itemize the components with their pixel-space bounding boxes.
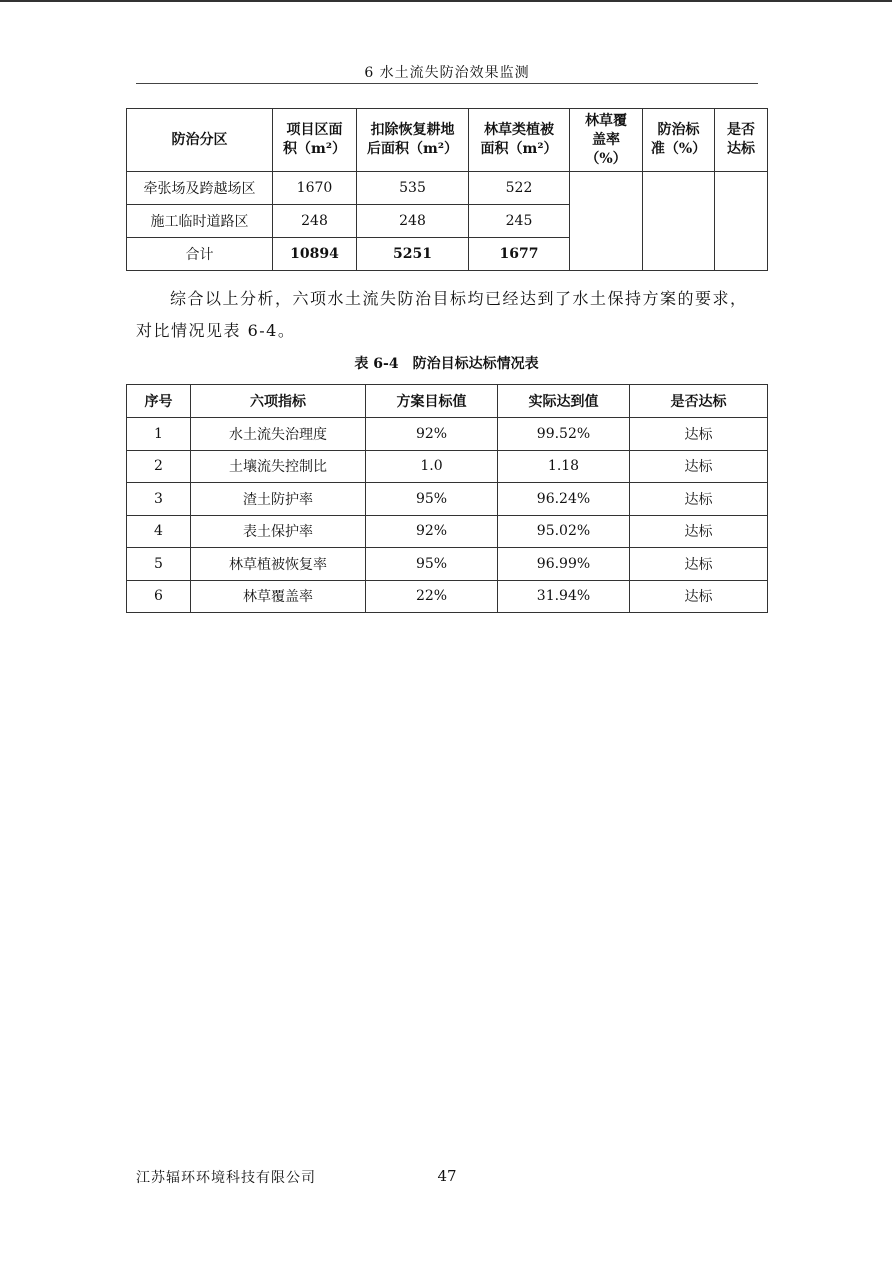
zone-cell: 牵张场及跨越场区 <box>127 172 273 205</box>
header-meets-standard: 是否 达标 <box>715 109 768 172</box>
area-cell: 1670 <box>273 172 357 205</box>
zone-cell: 施工临时道路区 <box>127 205 273 238</box>
target-cell: 95% <box>366 548 498 581</box>
restored-cell: 5251 <box>357 238 469 271</box>
header-rule <box>136 83 758 84</box>
no-cell: 2 <box>127 450 191 483</box>
header-no: 序号 <box>127 385 191 418</box>
header-meet: 是否达标 <box>630 385 768 418</box>
header-project-area: 项目区面 积（m²） <box>273 109 357 172</box>
table-caption: 表 6-4 防治目标达标情况表 <box>354 356 539 372</box>
restored-cell: 248 <box>357 205 469 238</box>
zone-cell: 合计 <box>127 238 273 271</box>
target-comparison-table <box>126 384 768 613</box>
table-row <box>127 483 768 516</box>
no-cell: 4 <box>127 515 191 548</box>
indicator-cell: 水土流失治理度 <box>191 418 366 451</box>
page-header-title: 6 水土流失防治效果监测 <box>364 65 530 81</box>
coverage-merged-cell <box>570 172 643 271</box>
header-vegetation-area: 林草类植被 面积（m²） <box>469 109 570 172</box>
no-cell: 3 <box>127 483 191 516</box>
header-actual: 实际达到值 <box>498 385 630 418</box>
actual-cell: 99.52% <box>498 418 630 451</box>
area-cell: 10894 <box>273 238 357 271</box>
summary-paragraph: 综合以上分析，六项水土流失防治目标均已经达到了水土保持方案的要求，对比情况见表 6-4。 <box>136 289 748 340</box>
actual-cell: 95.02% <box>498 515 630 548</box>
target-cell: 92% <box>366 515 498 548</box>
indicator-cell: 表土保护率 <box>191 515 366 548</box>
indicator-cell: 林草植被恢复率 <box>191 548 366 581</box>
meet-cell: 达标 <box>630 548 768 581</box>
header-zone: 防治分区 <box>127 109 273 172</box>
meets-merged-cell <box>715 172 768 271</box>
target-cell: 1.0 <box>366 450 498 483</box>
header-target: 方案目标值 <box>366 385 498 418</box>
actual-cell: 96.99% <box>498 548 630 581</box>
target-cell: 95% <box>366 483 498 516</box>
vegetation-cell: 245 <box>469 205 570 238</box>
meet-cell: 达标 <box>630 418 768 451</box>
table-row <box>127 418 768 451</box>
table-row <box>127 548 768 581</box>
actual-cell: 1.18 <box>498 450 630 483</box>
actual-cell: 31.94% <box>498 580 630 613</box>
target-cell: 22% <box>366 580 498 613</box>
table-header-row <box>127 385 768 418</box>
top-border <box>0 0 892 2</box>
header-restored-area: 扣除恢复耕地 后面积（m²） <box>357 109 469 172</box>
standard-merged-cell <box>643 172 715 271</box>
footer-company: 江苏辐环环境科技有限公司 <box>136 1170 316 1186</box>
no-cell: 6 <box>127 580 191 613</box>
restored-cell: 535 <box>357 172 469 205</box>
meet-cell: 达标 <box>630 515 768 548</box>
actual-cell: 96.24% <box>498 483 630 516</box>
meet-cell: 达标 <box>630 450 768 483</box>
table-row <box>127 580 768 613</box>
target-cell: 92% <box>366 418 498 451</box>
zone-area-table <box>126 108 768 271</box>
no-cell: 5 <box>127 548 191 581</box>
table-row <box>127 450 768 483</box>
header-standard: 防治标 准（%） <box>643 109 715 172</box>
meet-cell: 达标 <box>630 580 768 613</box>
meet-cell: 达标 <box>630 483 768 516</box>
table-header-row <box>127 109 768 172</box>
page-number: 47 <box>437 1167 457 1185</box>
indicator-cell: 渣土防护率 <box>191 483 366 516</box>
header-indicator: 六项指标 <box>191 385 366 418</box>
table-row <box>127 515 768 548</box>
indicator-cell: 林草覆盖率 <box>191 580 366 613</box>
no-cell: 1 <box>127 418 191 451</box>
header-coverage-rate: 林草覆 盖率 （%） <box>570 109 643 172</box>
indicator-cell: 土壤流失控制比 <box>191 450 366 483</box>
vegetation-cell: 1677 <box>469 238 570 271</box>
vegetation-cell: 522 <box>469 172 570 205</box>
area-cell: 248 <box>273 205 357 238</box>
table-row <box>127 172 768 205</box>
